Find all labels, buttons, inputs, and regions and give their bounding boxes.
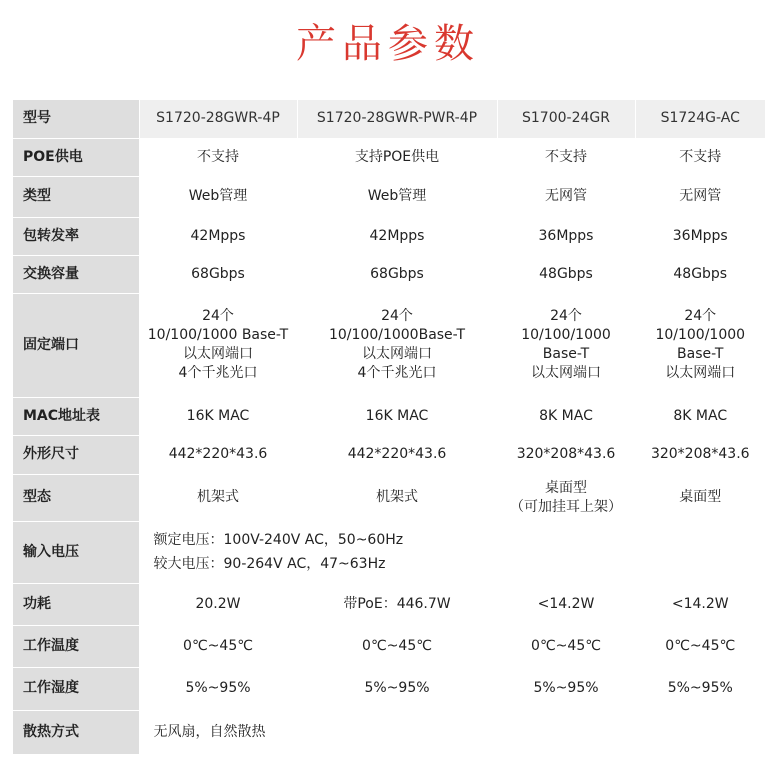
value-cell <box>297 474 497 521</box>
cell-line: 桌面型 <box>679 489 722 505</box>
cell-line: 24个 <box>381 308 413 324</box>
row-label: 包转发率 <box>13 217 139 255</box>
cell-line: 以太网端口 <box>362 346 432 362</box>
cell-line: 机架式 <box>197 489 239 505</box>
spec-table <box>13 100 765 755</box>
value-cell: 20.2W <box>139 583 297 625</box>
value-cell: 不支持 <box>635 138 765 176</box>
cell-line: Base-T <box>677 346 724 362</box>
model-cell: S1724G-AC <box>635 100 765 138</box>
cell-line: 10/100/1000 <box>655 327 746 343</box>
cell-line: 10/100/1000Base-T <box>328 327 465 343</box>
row-label: POE供电 <box>13 138 139 176</box>
row-poe <box>13 138 765 176</box>
row-power <box>13 583 765 625</box>
cell-line: 10/100/1000 <box>521 327 611 343</box>
row-type <box>13 176 765 217</box>
cell-line: 以太网端口 <box>531 365 601 381</box>
value-cell: 带PoE：446.7W <box>297 583 497 625</box>
value-cell: 不支持 <box>497 138 635 176</box>
model-cell: S1720-28GWR-4P <box>139 100 297 138</box>
cell-line: （可加挂耳上架） <box>510 498 622 515</box>
value-cell: 68Gbps <box>139 255 297 293</box>
value-cell: 0℃~45℃ <box>635 625 765 667</box>
value-cell: 42Mpps <box>139 217 297 255</box>
value-cell <box>635 293 765 397</box>
row-label: 功耗 <box>13 583 139 625</box>
value-cell <box>139 474 297 521</box>
model-cell: S1700-24GR <box>497 100 635 138</box>
value-cell: 320*208*43.6 <box>497 435 635 474</box>
row-label: 固定端口 <box>13 293 139 397</box>
row-temp <box>13 625 765 667</box>
row-label: 型态 <box>13 474 139 521</box>
value-cell: 442*220*43.6 <box>139 435 297 474</box>
value-cell: 16K MAC <box>139 397 297 435</box>
value-cell: 0℃~45℃ <box>297 625 497 667</box>
cell-line: 额定电压：100V-240V AC，50~60Hz <box>153 532 404 548</box>
value-cell: 支持POE供电 <box>297 138 497 176</box>
value-cell: Web管理 <box>297 176 497 217</box>
value-cell: 16K MAC <box>297 397 497 435</box>
row-label: 工作温度 <box>13 625 139 667</box>
row-voltage <box>13 521 765 583</box>
row-label: 散热方式 <box>13 710 139 754</box>
cell-line: 4个千兆光口 <box>357 365 437 381</box>
model-cell: S1720-28GWR-PWR-4P <box>297 100 497 138</box>
value-cell: 5%~95% <box>139 667 297 710</box>
cell-line: 10/100/1000 Base-T <box>147 327 289 343</box>
value-cell: 无网管 <box>635 176 765 217</box>
value-cell: 不支持 <box>139 138 297 176</box>
cell-line: 机架式 <box>376 489 418 505</box>
cell-line: 4个千兆光口 <box>178 365 258 381</box>
row-label: MAC地址表 <box>13 397 139 435</box>
row-label: 型号 <box>13 100 139 138</box>
row-label: 工作湿度 <box>13 667 139 710</box>
value-cell: 320*208*43.6 <box>635 435 765 474</box>
cell-line: 24个 <box>684 308 717 324</box>
row-mac <box>13 397 765 435</box>
value-cell: Web管理 <box>139 176 297 217</box>
value-cell: 5%~95% <box>297 667 497 710</box>
row-humidity <box>13 667 765 710</box>
cell-line: 24个 <box>550 308 582 324</box>
row-model <box>13 100 765 138</box>
page-title: 产品参数 <box>296 21 480 67</box>
value-cell <box>139 521 765 583</box>
value-cell: 0℃~45℃ <box>139 625 297 667</box>
value-cell: 442*220*43.6 <box>297 435 497 474</box>
value-cell <box>139 293 297 397</box>
value-cell <box>497 474 635 521</box>
value-cell: 无网管 <box>497 176 635 217</box>
value-cell: 68Gbps <box>297 255 497 293</box>
value-cell: 36Mpps <box>635 217 765 255</box>
value-cell: 5%~95% <box>635 667 765 710</box>
row-ports <box>13 293 765 397</box>
row-size <box>13 435 765 474</box>
row-form <box>13 474 765 521</box>
value-cell: 36Mpps <box>497 217 635 255</box>
value-cell: 0℃~45℃ <box>497 625 635 667</box>
row-forwarding <box>13 217 765 255</box>
value-cell: 无风扇，自然散热 <box>139 710 765 754</box>
value-cell <box>635 474 765 521</box>
cell-line: 以太网端口 <box>665 365 736 381</box>
row-label: 类型 <box>13 176 139 217</box>
value-cell <box>297 293 497 397</box>
row-label: 交换容量 <box>13 255 139 293</box>
value-cell: 48Gbps <box>497 255 635 293</box>
row-label: 外形尺寸 <box>13 435 139 474</box>
value-cell: <14.2W <box>497 583 635 625</box>
cell-line: Base-T <box>542 346 590 362</box>
value-cell: 8K MAC <box>635 397 765 435</box>
value-cell: <14.2W <box>635 583 765 625</box>
value-cell: 42Mpps <box>297 217 497 255</box>
row-label: 输入电压 <box>13 521 139 583</box>
value-cell: 8K MAC <box>497 397 635 435</box>
cell-line: 桌面型 <box>545 479 587 496</box>
value-cell <box>497 293 635 397</box>
cell-line: 以太网端口 <box>183 346 253 362</box>
cell-line: 较大电压：90-264V AC，47~63Hz <box>153 556 386 572</box>
value-cell: 5%~95% <box>497 667 635 710</box>
row-capacity <box>13 255 765 293</box>
value-cell: 48Gbps <box>635 255 765 293</box>
cell-line: 24个 <box>202 308 234 324</box>
row-cooling <box>13 710 765 754</box>
